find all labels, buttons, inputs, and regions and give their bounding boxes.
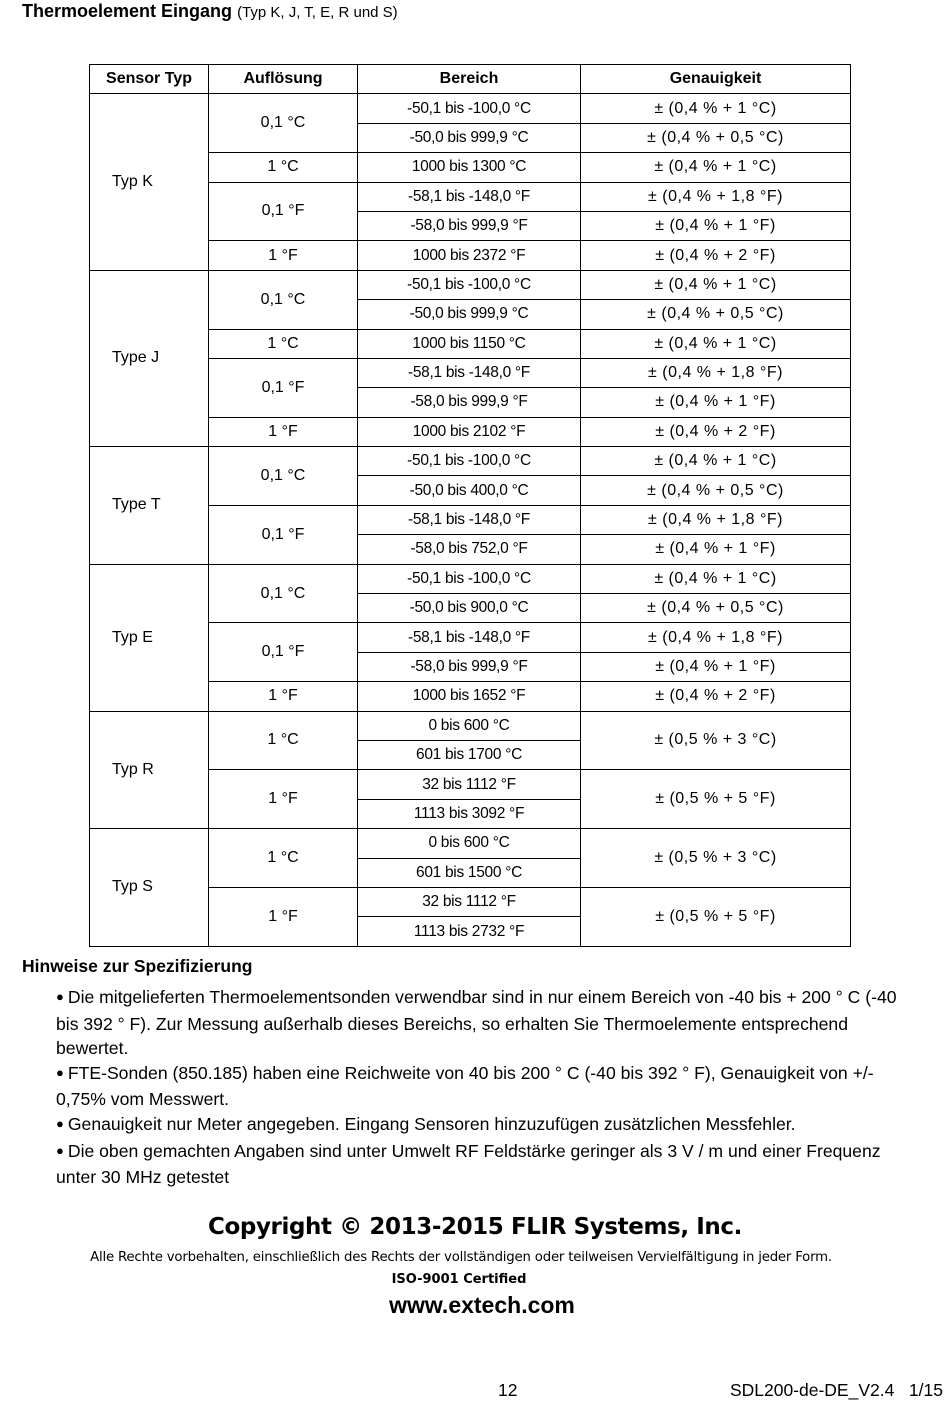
accuracy-cell: ± (0,4 % + 0,5 °C) [581, 123, 851, 152]
accuracy-cell: ± (0,4 % + 1 °C) [581, 329, 851, 358]
range-cell: -58,0 bis 999,9 °F [358, 388, 581, 417]
section-heading [22, 1, 398, 22]
iso-certification: ISO-9001 Certified [391, 1272, 527, 1287]
range-cell: 1113 bis 2732 °F [358, 917, 581, 946]
resolution-cell: 0,1 °F [209, 182, 358, 241]
header-resolution: Auflösung [209, 65, 358, 94]
range-cell: -58,0 bis 999,9 °F [358, 652, 581, 681]
accuracy-cell: ± (0,4 % + 1 °F) [581, 211, 851, 240]
note-text: Genauigkeit nur Meter angegeben. Eingang Sensoren hinzuzufügen zusätzlichen Messfehler. [67, 1113, 796, 1134]
page-number: 12 [498, 1380, 518, 1400]
resolution-cell: 1 °C [209, 329, 358, 358]
list-item [56, 1112, 906, 1139]
range-cell: -50,1 bis -100,0 °C [358, 564, 581, 593]
resolution-cell: 1 °C [209, 153, 358, 182]
range-cell: -58,1 bis -148,0 °F [358, 358, 581, 387]
resolution-cell: 1 °C [209, 829, 358, 888]
heading-subtitle: (Typ K, J, T, E, R und S) [237, 4, 398, 21]
accuracy-cell: ± (0,4 % + 1 °C) [581, 153, 851, 182]
sensor-type-cell: Typ E [90, 564, 209, 711]
website-link[interactable]: www.extech.com [389, 1292, 575, 1318]
table-row [90, 829, 851, 858]
list-item [56, 985, 906, 1061]
range-cell: 601 bis 1500 °C [358, 858, 581, 887]
note-text: Die mitgelieferten Thermoelementsonden verwendbar sind in nur einem Bereich von -40 bis + 200 ° C (-40 bis 392 ° F). Zur Messung außerhalb dieses Bereichs, so erhalten Sie Thermoelemente entsprechend bewertet. [56, 987, 897, 1059]
range-cell: -50,0 bis 999,9 °C [358, 123, 581, 152]
accuracy-cell: ± (0,4 % + 1 °F) [581, 388, 851, 417]
range-cell: -58,1 bis -148,0 °F [358, 623, 581, 652]
sensor-type-cell: Typ K [90, 94, 209, 270]
accuracy-cell: ± (0,4 % + 2 °F) [581, 682, 851, 711]
range-cell: 601 bis 1700 °C [358, 740, 581, 769]
range-cell: 1000 bis 1300 °C [358, 153, 581, 182]
notes-title: Hinweise zur Spezifizierung [22, 956, 253, 976]
accuracy-cell: ± (0,4 % + 1,8 °F) [581, 358, 851, 387]
bullet-icon: ● [56, 1064, 64, 1080]
note-text: Die oben gemachten Angaben sind unter Umwelt RF Feldstärke geringer als 3 V / m und einer Frequenz unter 30 MHz getestet [56, 1140, 881, 1188]
copyright-line: Copyright © 2013-2015 FLIR Systems, Inc. [208, 1214, 742, 1240]
accuracy-cell: ± (0,5 % + 5 °F) [581, 770, 851, 829]
range-cell: -50,1 bis -100,0 °C [358, 270, 581, 299]
accuracy-cell: ± (0,4 % + 1,8 °F) [581, 623, 851, 652]
range-cell: -58,1 bis -148,0 °F [358, 505, 581, 534]
accuracy-cell: ± (0,5 % + 3 °C) [581, 711, 851, 770]
resolution-cell: 1 °F [209, 417, 358, 446]
accuracy-cell: ± (0,4 % + 1 °C) [581, 94, 851, 123]
range-cell: 1113 bis 3092 °F [358, 799, 581, 828]
range-cell: 0 bis 600 °C [358, 829, 581, 858]
sensor-type-cell: Typ S [90, 829, 209, 947]
range-cell: 1000 bis 2372 °F [358, 241, 581, 270]
document-id: SDL200-de-DE_V2.4 1/15 [729, 1380, 943, 1400]
accuracy-cell: ± (0,4 % + 0,5 °C) [581, 594, 851, 623]
range-cell: 1000 bis 2102 °F [358, 417, 581, 446]
accuracy-cell: ± (0,5 % + 3 °C) [581, 829, 851, 888]
resolution-cell: 0,1 °C [209, 270, 358, 329]
accuracy-cell: ± (0,4 % + 1 °F) [581, 652, 851, 681]
table-row [90, 447, 851, 476]
resolution-cell: 1 °F [209, 241, 358, 270]
table-row [90, 711, 851, 740]
accuracy-cell: ± (0,4 % + 0,5 °C) [581, 300, 851, 329]
range-cell: -58,0 bis 999,9 °F [358, 211, 581, 240]
range-cell: -50,0 bis 900,0 °C [358, 594, 581, 623]
range-cell: -50,1 bis -100,0 °C [358, 447, 581, 476]
accuracy-cell: ± (0,4 % + 1,8 °F) [581, 505, 851, 534]
resolution-cell: 1 °F [209, 682, 358, 711]
resolution-cell: 1 °F [209, 887, 358, 946]
header-range: Bereich [358, 65, 581, 94]
header-accuracy: Genauigkeit [581, 65, 851, 94]
table-row [90, 564, 851, 593]
resolution-cell: 1 °F [209, 770, 358, 829]
range-cell: -50,1 bis -100,0 °C [358, 94, 581, 123]
range-cell: 32 bis 1112 °F [358, 770, 581, 799]
accuracy-cell: ± (0,4 % + 1 °C) [581, 270, 851, 299]
accuracy-cell: ± (0,4 % + 2 °F) [581, 417, 851, 446]
range-cell: 1000 bis 1150 °C [358, 329, 581, 358]
table-row [90, 94, 851, 123]
accuracy-cell: ± (0,4 % + 1 °F) [581, 535, 851, 564]
notes-list [56, 985, 906, 1190]
bullet-icon: ● [56, 989, 64, 1004]
range-cell: -58,0 bis 752,0 °F [358, 535, 581, 564]
range-cell: 32 bis 1112 °F [358, 887, 581, 916]
accuracy-cell: ± (0,4 % + 1,8 °F) [581, 182, 851, 211]
note-text: FTE-Sonden (850.185) haben eine Reichweite von 40 bis 200 ° C (-40 bis 392 ° F), Genauigkeit von +/- 0,75% vom Messwert. [56, 1062, 874, 1110]
accuracy-cell: ± (0,4 % + 1 °C) [581, 447, 851, 476]
range-cell: 0 bis 600 °C [358, 711, 581, 740]
table-row [90, 270, 851, 299]
range-cell: -58,1 bis -148,0 °F [358, 182, 581, 211]
resolution-cell: 0,1 °F [209, 623, 358, 682]
bullet-icon: ● [56, 1115, 64, 1131]
list-item [56, 1139, 906, 1190]
range-cell: 1000 bis 1652 °F [358, 682, 581, 711]
bullet-icon: ● [56, 1142, 64, 1158]
resolution-cell: 0,1 °C [209, 447, 358, 506]
resolution-cell: 0,1 °F [209, 358, 358, 417]
range-cell: -50,0 bis 999,9 °C [358, 300, 581, 329]
sensor-type-cell: Typ R [90, 711, 209, 829]
list-item [56, 1061, 906, 1112]
range-cell: -50,0 bis 400,0 °C [358, 476, 581, 505]
sensor-type-cell: Type T [90, 447, 209, 565]
accuracy-cell: ± (0,4 % + 1 °C) [581, 564, 851, 593]
header-sensor: Sensor Typ [90, 65, 209, 94]
rights-reserved-line: Alle Rechte vorbehalten, einschließlich des Rechts der vollständigen oder teilweisen Vervielfältigung in jeder Form. [90, 1250, 832, 1265]
thermocouple-spec-table [89, 64, 851, 947]
accuracy-cell: ± (0,4 % + 0,5 °C) [581, 476, 851, 505]
resolution-cell: 0,1 °F [209, 505, 358, 564]
heading-title: Thermoelement Eingang [22, 1, 233, 21]
resolution-cell: 0,1 °C [209, 94, 358, 153]
accuracy-cell: ± (0,4 % + 2 °F) [581, 241, 851, 270]
resolution-cell: 1 °C [209, 711, 358, 770]
resolution-cell: 0,1 °C [209, 564, 358, 623]
table-header-row [90, 65, 851, 94]
accuracy-cell: ± (0,5 % + 5 °F) [581, 887, 851, 946]
sensor-type-cell: Type J [90, 270, 209, 446]
